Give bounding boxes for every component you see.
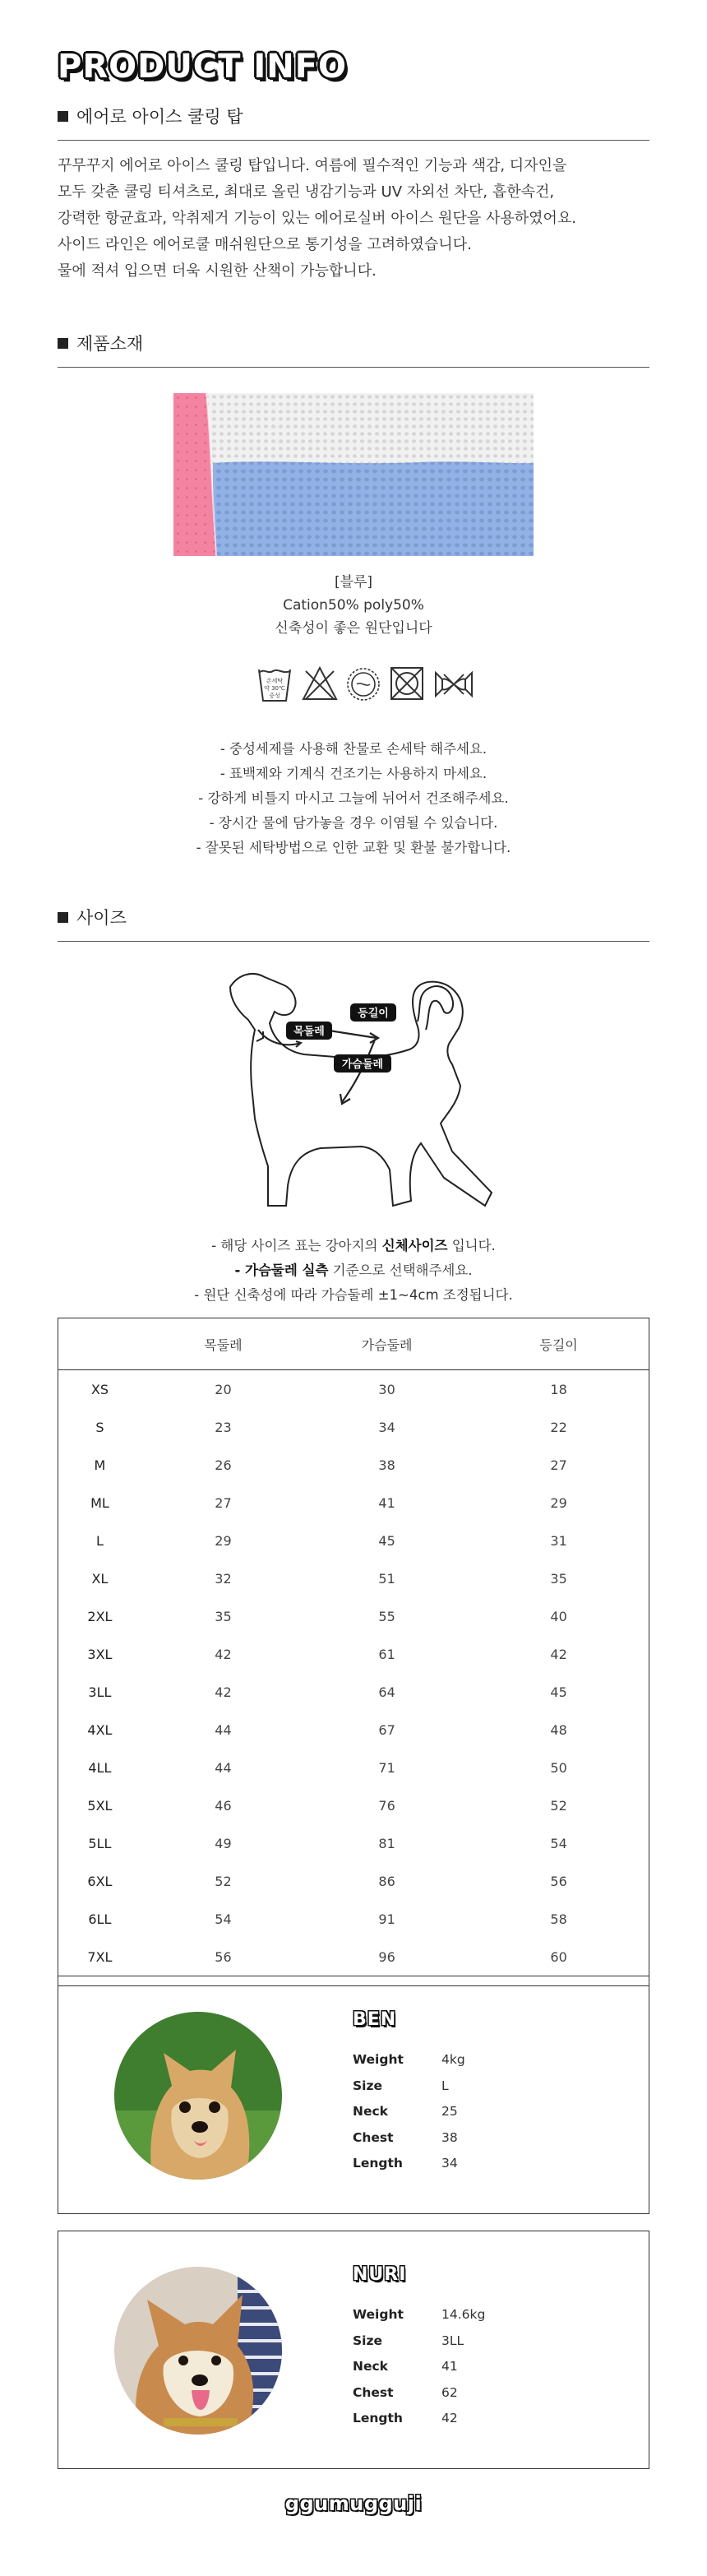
measure-cell: 27 — [215, 1494, 232, 1511]
measure-cell: 41 — [378, 1494, 395, 1511]
size-cell: 5LL — [88, 1835, 112, 1851]
care-icon-text: 손세탁 — [266, 678, 284, 684]
size-heading-label: 사이즈 — [76, 908, 127, 928]
measure-cell: 32 — [215, 1570, 232, 1587]
fabric-swatch-image — [173, 393, 534, 556]
size-cell: S — [95, 1419, 104, 1435]
measure-cell: 49 — [215, 1835, 232, 1851]
size-cell: 6LL — [88, 1911, 112, 1927]
product-name-heading — [58, 104, 649, 141]
no-tumble-dry-icon — [388, 661, 426, 707]
spec-value: 34 — [441, 2156, 458, 2171]
measure-cell: 67 — [378, 1721, 395, 1738]
table-row — [58, 1370, 649, 1409]
measure-cell: 42 — [550, 1646, 567, 1662]
brand-logo: ggumugguji — [284, 2492, 423, 2515]
description-line: 꾸무꾸지 에어로 아이스 쿨링 탑입니다. 여름에 필수적인 기능과 색감, 디자인을 — [58, 157, 567, 174]
spec-value: 38 — [441, 2129, 458, 2145]
table-row — [58, 1786, 649, 1824]
measure-cell: 45 — [550, 1684, 567, 1700]
spec-value: 41 — [441, 2359, 458, 2374]
size-cell: M — [94, 1457, 106, 1473]
measure-cell: 42 — [215, 1684, 232, 1700]
column-header-back: 등길이 — [469, 1318, 649, 1370]
column-header-chest: 가슴둘레 — [305, 1318, 469, 1370]
table-row — [58, 1635, 649, 1673]
care-note: - 잘못된 세탁방법으로 인한 교환 및 환불 불가합니다. — [196, 840, 511, 855]
measure-cell: 71 — [378, 1759, 395, 1776]
spec-value: 25 — [441, 2104, 458, 2119]
column-header-neck: 목둘레 — [141, 1318, 305, 1370]
care-icon-text: 약 30℃ — [264, 685, 285, 692]
note-emphasis: 신체사이즈 — [381, 1238, 448, 1253]
spec-row — [353, 2359, 485, 2385]
spec-value: L — [441, 2078, 449, 2093]
size-note-1 — [0, 1234, 707, 1258]
measure-cell: 64 — [378, 1684, 395, 1700]
spec-label: Neck — [353, 2359, 388, 2374]
description-line: 모두 갖춘 쿨링 티셔츠로, 최대로 올린 냉감기능과 UV 자외선 차단, 흡한속건, — [58, 183, 555, 201]
material-heading — [58, 331, 649, 368]
size-heading — [58, 905, 649, 942]
table-row — [58, 1673, 649, 1711]
size-cell: 4LL — [88, 1759, 112, 1776]
spec-row — [353, 2156, 465, 2182]
measure-cell: 81 — [378, 1835, 395, 1851]
measure-cell: 40 — [550, 1608, 567, 1624]
measure-cell: 50 — [550, 1759, 567, 1776]
neck-label: 목둘레 — [293, 1026, 325, 1038]
measure-cell: 52 — [215, 1873, 232, 1889]
size-cell: XL — [91, 1570, 109, 1587]
spec-label: Length — [353, 2156, 403, 2171]
size-cell: 3LL — [88, 1684, 112, 1700]
note-text: 기준으로 선택해주세요. — [328, 1263, 473, 1278]
spec-label: Chest — [353, 2129, 394, 2145]
measure-cell: 56 — [215, 1948, 232, 1965]
table-row — [58, 1824, 649, 1862]
measure-cell: 18 — [550, 1381, 567, 1397]
page-title: PRODUCT INFO — [58, 48, 348, 86]
measure-cell: 20 — [215, 1381, 232, 1397]
table-row — [58, 1446, 649, 1484]
note-emphasis: - 가슴둘레 실측 — [234, 1263, 329, 1278]
description-line: 물에 적셔 입으면 더욱 시원한 산책이 가능합니다. — [58, 262, 377, 280]
no-bleach-icon — [301, 661, 339, 707]
measure-cell: 35 — [215, 1608, 232, 1624]
spec-row — [353, 2333, 485, 2360]
square-bullet-icon — [58, 912, 68, 923]
description-line: 강력한 항균효과, 악취제거 기능이 있는 에어로실버 아이스 원단을 사용하였어요. — [58, 210, 577, 227]
measure-cell: 54 — [215, 1911, 232, 1927]
dog-size-diagram — [206, 962, 501, 1217]
care-note: - 중성세제를 사용해 찬물로 손세탁 해주세요. — [219, 741, 488, 757]
size-notes — [0, 1234, 707, 1308]
hand-wash-icon — [256, 661, 293, 707]
table-row — [58, 1484, 649, 1522]
measure-cell: 29 — [550, 1494, 567, 1511]
table-row — [58, 1597, 649, 1635]
table-header-row — [58, 1318, 649, 1370]
measure-cell: 35 — [550, 1570, 567, 1587]
spec-value: 14.6kg — [441, 2307, 486, 2322]
square-bullet-icon — [58, 338, 68, 349]
spec-value: 4kg — [441, 2052, 465, 2067]
table-row — [58, 1749, 649, 1786]
measure-cell: 51 — [378, 1570, 395, 1587]
model-card-nuri — [58, 2231, 649, 2469]
spec-value: 42 — [441, 2411, 458, 2425]
measure-cell: 58 — [550, 1911, 567, 1927]
size-cell: 4XL — [87, 1721, 113, 1738]
size-cell: L — [95, 1532, 104, 1549]
no-wring-icon — [432, 661, 475, 707]
measure-cell: 55 — [378, 1608, 395, 1624]
measure-cell: 54 — [550, 1835, 567, 1851]
spec-row — [353, 2385, 485, 2412]
table-row — [58, 1711, 649, 1749]
table-row — [58, 1559, 649, 1597]
model-name: NURI — [353, 2264, 407, 2285]
table-row — [58, 1900, 649, 1938]
measure-cell: 61 — [378, 1646, 395, 1662]
note-text: 입니다. — [447, 1238, 496, 1253]
model-photo-nuri — [114, 2267, 282, 2435]
table-row — [58, 1938, 649, 1976]
size-cell: ML — [90, 1494, 109, 1511]
measure-cell: 26 — [215, 1457, 232, 1473]
measure-cell: 48 — [550, 1721, 567, 1738]
care-note: - 장시간 물에 담가놓을 경우 이염될 수 있습니다. — [209, 815, 498, 831]
measure-cell: 22 — [550, 1419, 567, 1435]
measure-cell: 46 — [215, 1797, 232, 1814]
square-bullet-icon — [58, 111, 68, 122]
size-cell: 5XL — [87, 1797, 113, 1814]
product-description — [58, 153, 658, 285]
spec-label: Weight — [353, 2307, 404, 2322]
spec-value: 62 — [441, 2384, 458, 2400]
chest-label: 가슴둘레 — [341, 1059, 384, 1071]
measure-cell: 76 — [378, 1797, 395, 1814]
measure-cell: 52 — [550, 1797, 567, 1814]
spec-row — [353, 2078, 465, 2105]
spec-label: Size — [353, 2333, 383, 2348]
model-name: BEN — [353, 2009, 397, 2030]
spec-label: Neck — [353, 2104, 388, 2119]
model-photo-ben — [114, 2012, 282, 2180]
spec-row — [353, 2130, 465, 2157]
table-row — [58, 1408, 649, 1446]
size-cell: 7XL — [87, 1948, 113, 1965]
model-specs — [353, 2052, 465, 2182]
size-cell: 2XL — [87, 1608, 113, 1624]
composition: Cation50% poly50% — [283, 597, 424, 614]
spec-row — [353, 2307, 485, 2333]
stretch-note: 신축성이 좋은 원단입니다 — [275, 620, 432, 637]
dry-clean-icon — [345, 661, 381, 707]
measure-cell: 91 — [378, 1911, 395, 1927]
size-note-3: - 원단 신축성에 따라 가슴둘레 ±1~4cm 조정됩니다. — [194, 1287, 513, 1303]
spec-label: Chest — [353, 2384, 394, 2400]
measure-cell: 96 — [378, 1948, 395, 1965]
measure-cell: 44 — [215, 1721, 232, 1738]
care-note: - 표백제와 기계식 건조기는 사용하지 마세요. — [219, 766, 488, 781]
measure-cell: 38 — [378, 1457, 395, 1473]
size-table — [58, 1318, 649, 1986]
model-card-ben — [58, 1976, 649, 2214]
material-heading-label: 제품소재 — [76, 334, 144, 354]
note-text: - 해당 사이즈 표는 강아지의 — [211, 1238, 382, 1253]
spec-row — [353, 2411, 485, 2437]
size-cell: 6XL — [87, 1873, 113, 1889]
spec-row — [353, 2104, 465, 2130]
spec-value: 3LL — [441, 2333, 464, 2348]
size-cell: XS — [90, 1381, 109, 1397]
table-row — [58, 1522, 649, 1559]
product-name: 에어로 아이스 쿨링 탑 — [76, 107, 243, 127]
measure-cell: 44 — [215, 1759, 232, 1776]
measure-cell: 27 — [550, 1457, 567, 1473]
measure-cell: 45 — [378, 1532, 395, 1549]
spec-row — [353, 2052, 465, 2078]
color-label: [블루] — [334, 574, 373, 591]
measure-cell: 23 — [215, 1419, 232, 1435]
size-cell: 3XL — [87, 1646, 113, 1662]
measure-cell: 30 — [378, 1381, 395, 1397]
column-header — [58, 1318, 141, 1370]
measure-cell: 86 — [378, 1873, 395, 1889]
measure-cell: 29 — [215, 1532, 232, 1549]
table-row — [58, 1862, 649, 1900]
material-caption — [0, 571, 707, 640]
spec-label: Length — [353, 2411, 403, 2425]
measure-cell: 34 — [378, 1419, 395, 1435]
care-note: - 강하게 비틀지 마시고 그늘에 뉘어서 건조해주세요. — [198, 790, 509, 806]
measure-cell: 56 — [550, 1873, 567, 1889]
description-line: 사이드 라인은 에어로쿨 매쉬원단으로 통기성을 고려하였습니다. — [58, 236, 472, 253]
care-notes — [0, 737, 707, 860]
spec-label: Weight — [353, 2052, 404, 2067]
spec-label: Size — [353, 2078, 383, 2093]
measure-cell: 42 — [215, 1646, 232, 1662]
measure-cell: 31 — [550, 1532, 567, 1549]
care-icon-text: 중성 — [269, 693, 280, 699]
measure-cell: 60 — [550, 1948, 567, 1965]
back-length-label: 등길이 — [358, 1008, 389, 1020]
size-note-2 — [0, 1258, 707, 1283]
model-specs — [353, 2307, 485, 2437]
